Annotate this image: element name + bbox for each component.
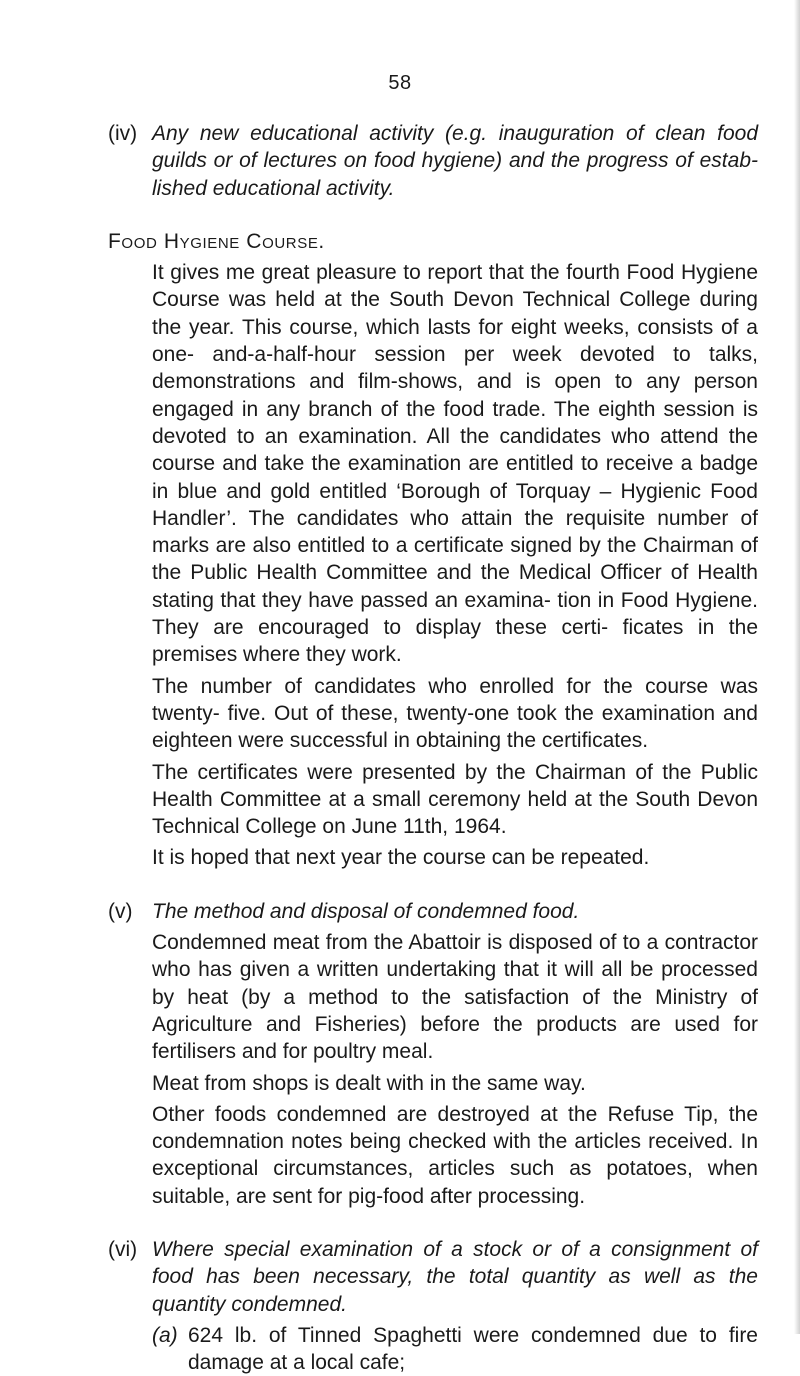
food-hygiene-paragraph: The certificates were presented by the Chairman of the Public Health Committee at a small ceremony held at the South Devon Technical College on June 11th, 1964.	[152, 760, 758, 839]
section-vi-title: Where special examination of a stock or of a consignment of food has been necessary, the total quantity as well as the quantity condemned.	[152, 1237, 758, 1316]
food-hygiene-paragraph: The number of candidates who enrolled for the course was twenty- five. Out of these, twenty-one took the examination and eighteen were successful in obtaining the certificates.	[152, 674, 758, 753]
section-vi-item-a-label: (a)	[152, 1323, 178, 1347]
page-edge-shadow	[794, 0, 800, 1334]
food-hygiene-course-heading: Food Hygiene Course.	[108, 229, 325, 253]
section-v	[108, 898, 758, 925]
section-iv-title: Any new educational activity (e.g. inauguration of clean food guilds or of lectures on food hygiene) and the progress of estab- lished educational activity.	[152, 122, 758, 200]
section-vi-number: (vi)	[108, 1237, 138, 1261]
section-vi	[108, 1236, 758, 1318]
section-v-paragraph: Meat from shops is dealt with in the same way.	[152, 1071, 586, 1095]
section-iv	[108, 120, 758, 202]
section-v-title: The method and disposal of condemned food.	[152, 899, 580, 923]
page-body	[108, 120, 758, 1376]
food-hygiene-paragraph: It gives me great pleasure to report that the fourth Food Hygiene Course was held at the South Devon Technical College during the year. This course, which lasts for eight weeks, consists of a one- and-a-half-hour session per week devoted to talks, demonstrations and film-shows, and is open to any person engaged in any branch of the food trade. The eighth session is devoted to an examination. All the candidates who attend the course and take the examination are entitled to receive a badge in blue and gold entitled ‘Borough of Torquay – Hygienic Food Handler’. The candidates who attain the requisite number of marks are also entitled to a certificate signed by the Chairman of the Public Health Committee and the Medical Officer of Health stating that they have passed an examina- tion in Food Hygiene. They are encouraged to display these certi- ficates in the premises where they work.	[152, 261, 758, 667]
section-v-paragraph: Condemned meat from the Abattoir is disposed of to a contractor who has given a written undertaking that it will all be processed by heat (by a method to the satisfaction of the Ministry of Agriculture and Fisheries) before the products are used for fertilisers and for poultry meal.	[152, 931, 758, 1064]
section-vi-item-a	[108, 1322, 758, 1376]
section-v-paragraph: Other foods condemned are destroyed at the Refuse Tip, the condemnation notes being checked with the articles received. In exceptional circumstances, articles such as potatoes, when suitable, are sent for pig-food after processing.	[152, 1102, 758, 1208]
page-number: 58	[388, 72, 412, 94]
section-v-number: (v)	[108, 899, 133, 923]
section-iv-number: (iv)	[108, 122, 138, 145]
food-hygiene-paragraph: It is hoped that next year the course can be repeated.	[152, 846, 650, 870]
section-vi-item-a-text: 624 lb. of Tinned Spaghetti were condemned due to fire damage at a local cafe;	[188, 1323, 758, 1375]
